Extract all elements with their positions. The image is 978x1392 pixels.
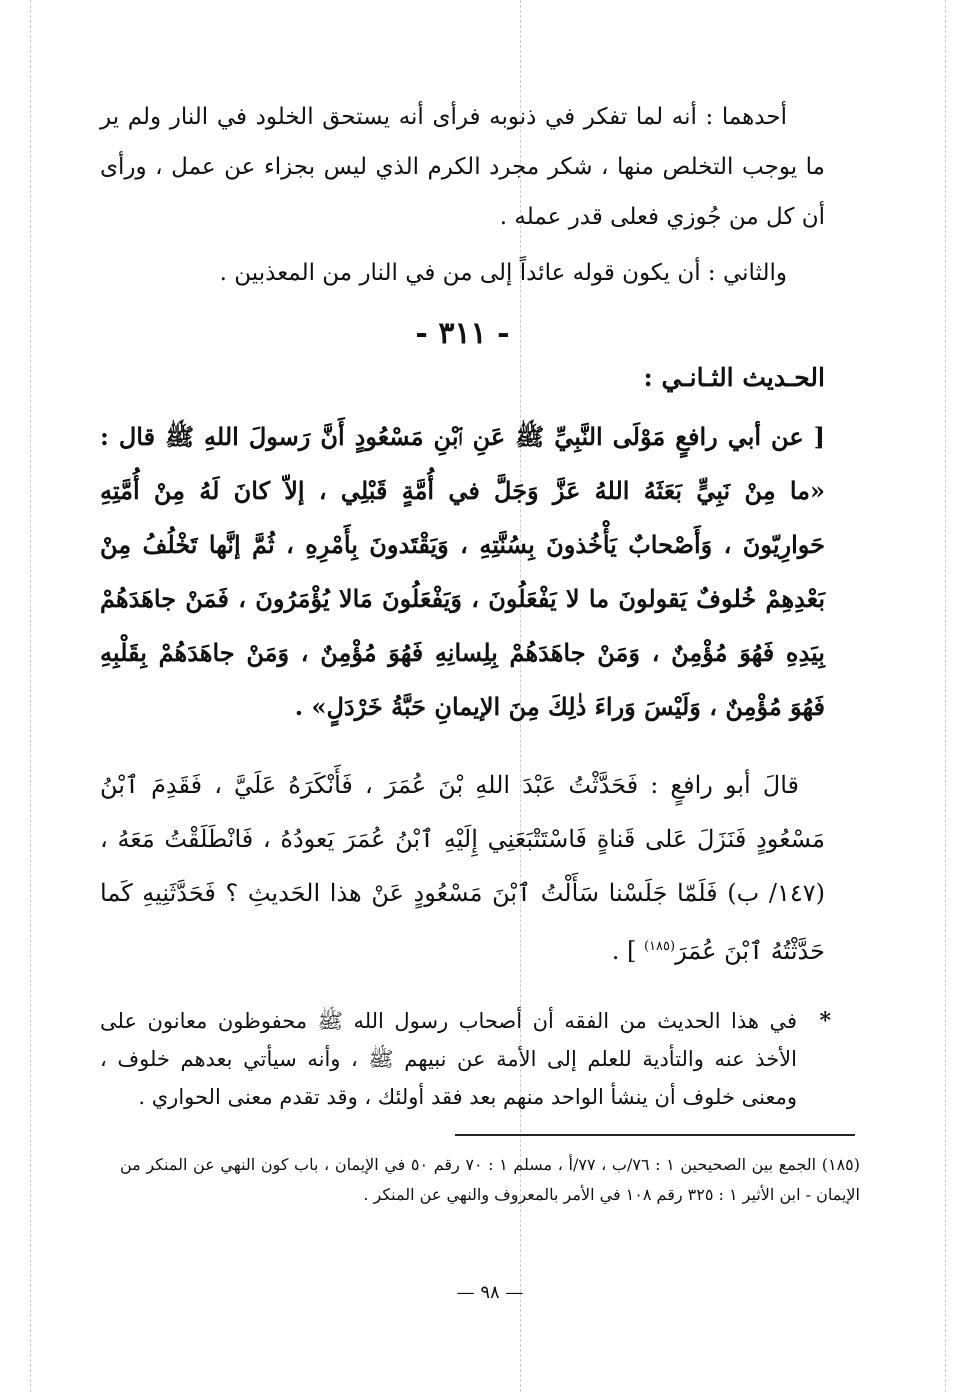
intro-paragraph-second: والثاني : أن يكون قوله عائداً إلى من في النار من المعذبين .: [219, 260, 787, 286]
footnote-divider: [455, 1134, 855, 1136]
commentary-paragraph: [100, 1002, 831, 1116]
scan-guide-line: [945, 0, 946, 1392]
page-number: — ٩٨ —: [456, 1282, 524, 1303]
hadith-title: الحـديث الثـانـي :: [643, 363, 825, 392]
footnote: (١٨٥) الجمع بين الصحيحين ١ : ٧٦/ب ، ٧٧/أ ، مسلم ١ : ٧٠ رقم ٥٠ في الإيمان ، باب كون النهي عن المنكر من الإيمان - ابن الأثير ١ : ٣٢٥ رقم ١٠٨ في الأمر بالمعروف والنهي عن المنكر .: [120, 1155, 861, 1204]
hadith-number: - ٣١١ -: [415, 316, 510, 351]
intro-paragraph-first: أحدهما : أنه لما تفكر في ذنوبه فرأى أنه يستحق الخلود في النار ولم ير ما يوجب التخلص منها ، شكر مجرد الكرم الذي ليس بجزاء عن عمل ، ورأى أن كل من جُوزي فعلى قدر عمله .: [100, 104, 825, 230]
page-body: [100, 92, 831, 1137]
narration-paragraph: [100, 758, 825, 978]
hadith-text: [ عن أبي رافعٍ مَوْلَى النَّبِيِّ ﷺ عَنِ ٱبْنِ مَسْعُودٍ أَنَّ رَسولَ اللهِ ﷺ قال : «ما مِنْ نَبِيٍّ بَعَثَهُ اللهُ عَزَّ وَجَلَّ في أُمَّةٍ قَبْلِي ، إلاّ كانَ لَهُ مِنْ أُمَّتِهِ حَوارِيّونَ ، وَأَصْحابٌ يَأْخُذونَ بِسُنَّتِهِ ، وَيَقْتَدونَ بِأَمْرِهِ ، ثُمَّ إنَّها تَخْلُفُ مِنْ بَعْدِهِمْ خُلوفٌ يَقولونَ ما لا يَفْعَلُونَ ، وَيَفْعَلُونَ مَالا يُؤْمَرُونَ ، فَمَنْ جاهَدَهُمْ بِيَدِهِ فَهُوَ مُؤْمِنٌ ، وَمَنْ جاهَدَهُمْ بِلِسانِهِ فَهُوَ مُؤْمِنٌ ، وَمَنْ جاهَدَهُمْ بِقَلْبِهِ فَهُوَ مُؤْمِنٌ ، وَلَيْسَ وَراءَ ذٰلِكَ مِنَ الإيمانِ حَبَّةُ خَرْدَلٍ» .: [100, 422, 825, 721]
asterisk-bullet: *: [819, 1008, 831, 1034]
narration-text: قالَ أبو رافعٍ : فَحَدَّثْتُ عَبْدَ اللهِ بْنَ عُمَرَ ، فَأَنْكَرَهُ عَلَيَّ ، فَقَدِمَ ٱبْنُ مَسْعُودٍ فَنَزَلَ عَلى قَناةٍ فَاسْتَتْبَعَنِي إِلَيْهِ ٱبْنُ عُمَرَ يَعودُهُ ، فَانْطَلَقْتُ مَعَهُ ، (١٤٧/ ب) فَلَمّا جَلَسْنا سَأَلْتُ ٱبْنَ مَسْعُودٍ عَنْ هذا الحَديثِ ؟ فَحَدَّثَنِيهِ كَما حَدَّثْتُهُ ٱبْنَ عُمَرَ: [100, 771, 825, 965]
commentary-text: في هذا الحديث من الفقه أن أصحاب رسول الله ﷺ محفوظون معانون على الأخذ عنه والتأدية للعلم إلى الأمة عن نبيهم ﷺ ، وأنه سيأتي بعدهم خلوف ، ومعنى خلوف أن ينشأ الواحد منهم بعد فقد أولئك ، وقد تقدم معنى الحواري .: [100, 1009, 797, 1109]
scan-guide-line: [30, 0, 31, 1392]
footnote-reference: (١٨٥): [643, 939, 676, 954]
narration-end: ] .: [611, 937, 644, 965]
